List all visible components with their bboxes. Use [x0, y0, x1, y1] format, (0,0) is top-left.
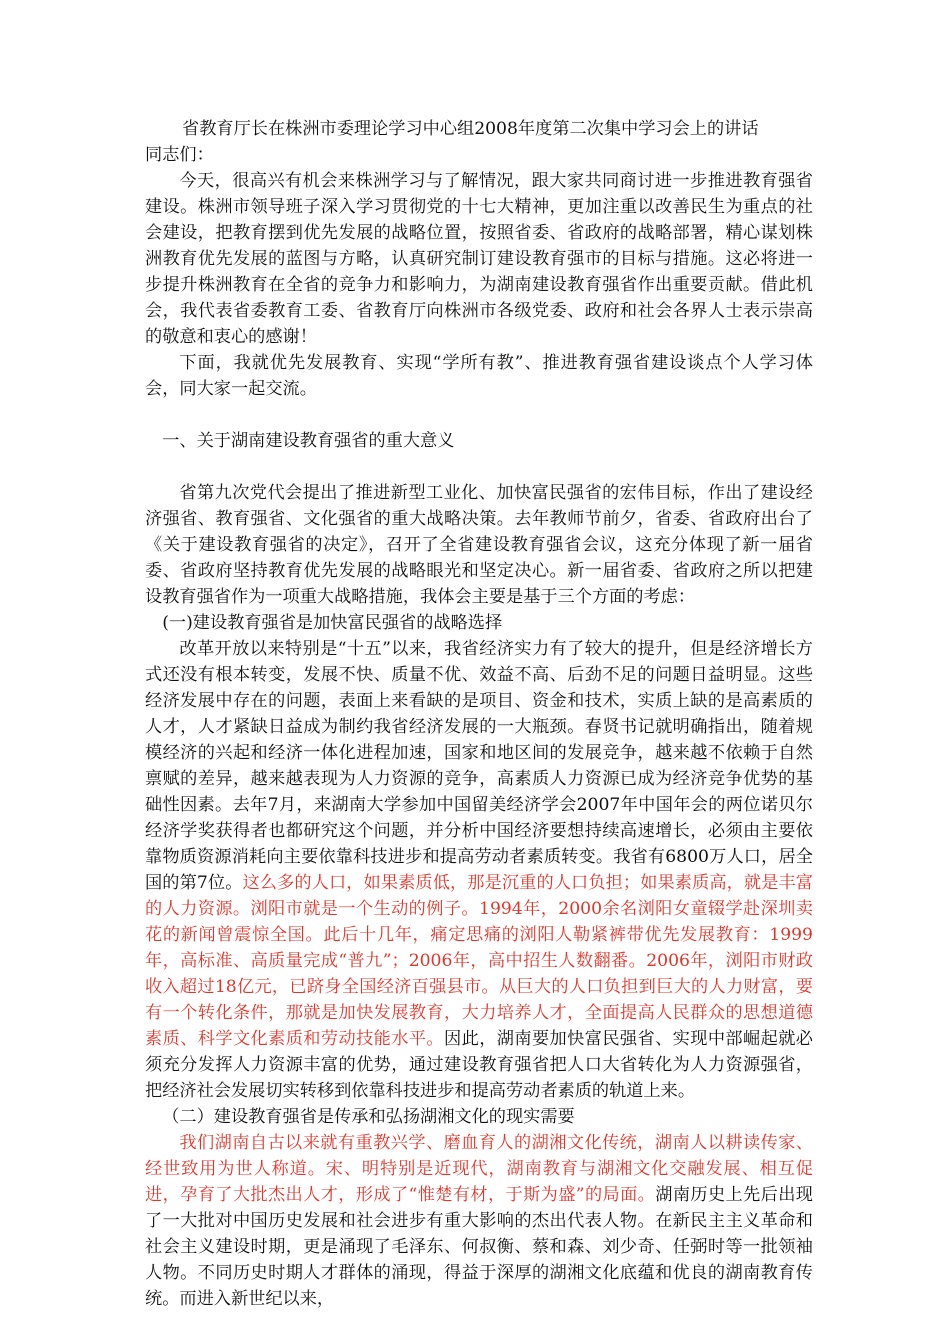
- paragraph-economy: [145, 636, 813, 1104]
- paragraph-intro: 下面，我就优先发展教育、实现“学所有教”、推进教育强省建设谈点个人学习体会，同大家一起交流。: [145, 353, 813, 399]
- paragraph-culture: [145, 1130, 813, 1312]
- paragraph-background: 省第九次党代会提出了推进新型工业化、加快富民强省的宏伟目标，作出了建设经济强省、教育强省、文化强省的重大战略决策。去年教师节前夕，省委、省政府出台了《关于建设教育强省的决定》，召开了全省建设教育强省会议，这充分体现了新一届省委、省政府坚持教育优先发展的战略眼光和坚定决心。新一届省委、省政府之所以把建设教育强省作为一项重大战略措施，我体会主要是基于三个方面的考虑：: [145, 483, 813, 607]
- paragraph-economy-text: 改革开放以来特别是“十五”以来，我省经济实力有了较大的提升，但是经济增长方式还没有根本转变，发展不快、质量不优、效益不高、后劲不足的问题日益明显。这些经济发展中存在的问题，表面上来看缺的是项目、资金和技术，实质上缺的是高素质的人才，人才紧缺日益成为制约我省经济发展的一大瓶颈。春贤书记就明确指出，随着规模经济的兴起和经济一体化进程加速，国家和地区间的发展竞争，越来越不依赖于自然禀赋的差异，越来越表现为人力资源的竞争，高素质人力资源已成为经济竞争优势的基础性因素。去年7月，来湖南大学参加中国留美经济学会2007年中国年会的两位诺贝尔经济学奖获得者也都研究这个问题，并分析中国经济要想持续高速增长，必须由主要依靠物质资源消耗向主要依靠科技进步和提高劳动者素质转变。我省有6800万人口，居全国的第7位。: [145, 639, 813, 893]
- subsection-heading-1: (一)建设教育强省是加快富民强省的战略选择: [162, 613, 503, 633]
- section-heading: 一、关于湖南建设教育强省的重大意义: [162, 431, 455, 451]
- paragraph-economy-conclusion: 因此，湖南要加快富民强省、实现中部崛起就必须充分发挥人力资源丰富的优势，通过建设教育强省把人口大省转化为人力资源强省，把经济社会发展切实转移到依靠科技进步和提高劳动者素质的轨道上来。: [145, 1029, 813, 1101]
- highlighted-text-liuyang: 这么多的人口，如果素质低，那是沉重的人口负担；如果素质高，就是丰富的人力资源。浏阳市就是一个生动的例子。1994年，2000余名浏阳女童辍学赴深圳卖花的新闻曾震惊全国。此后十几年，痛定思痛的浏阳人勒紧裤带优先发展教育：1999年，高标准、高质量完成“普九”；2006年，高中招生人数翻番。2006年，浏阳市财政收入超过18亿元，已跻身全国经济百强县市。从巨大的人口负担到巨大的人力财富，要有一个转化条件，那就是加快发展教育，大力培养人才，全面提高人民群众的思想道德素质、科学文化素质和劳动技能水平。: [145, 873, 813, 1049]
- paragraph-culture-text: 湖南历史上先后出现了一大批对中国历史发展和社会进步有重大影响的杰出代表人物。在新民主主义革命和社会主义建设时期，更是涌现了毛泽东、何叔衡、蔡和森、刘少奇、任弼时等一批领袖人物。不同历史时期人才群体的涌现，得益于深厚的湖湘文化底蕴和优良的湖南教育传统。而进入新世纪以来，: [145, 1185, 813, 1309]
- highlighted-text-culture: 我们湖南自古以来就有重教兴学、磨血育人的湖湘文化传统，湖南人以耕读传家、经世致用为世人称道。宋、明特别是近现代，湖南教育与湖湘文化交融发展、相互促进，孕育了大批杰出人才，形成了“惟楚有材，于斯为盛”的局面。: [145, 1133, 813, 1205]
- spacer: [145, 454, 813, 480]
- document-body: [145, 116, 813, 1312]
- paragraph-opening: 今天，很高兴有机会来株洲学习与了解情况，跟大家共同商讨进一步推进教育强省建设。株洲市领导班子深入学习贯彻党的十七大精神，更加注重以改善民生为重点的社会建设，把教育摆到优先发展的战略位置，按照省委、省政府的战略部署，精心谋划株洲教育优先发展的蓝图与方略，认真研究制订建设教育强市的目标与措施。这必将进一步提升株洲教育在全省的竞争力和影响力，为湖南建设教育强省作出重要贡献。借此机会，我代表省委教育工委、省教育厅向株洲市各级党委、政府和社会各界人士表示崇高的敬意和衷心的感谢！: [145, 171, 813, 347]
- document-title: 省教育厅长在株洲市委理论学习中心组2008年度第二次集中学习会上的讲话: [182, 119, 759, 139]
- salutation: 同志们：: [145, 145, 214, 165]
- spacer: [145, 402, 813, 428]
- subsection-heading-2: （二）建设教育强省是传承和弘扬湖湘文化的现实需要: [162, 1107, 575, 1127]
